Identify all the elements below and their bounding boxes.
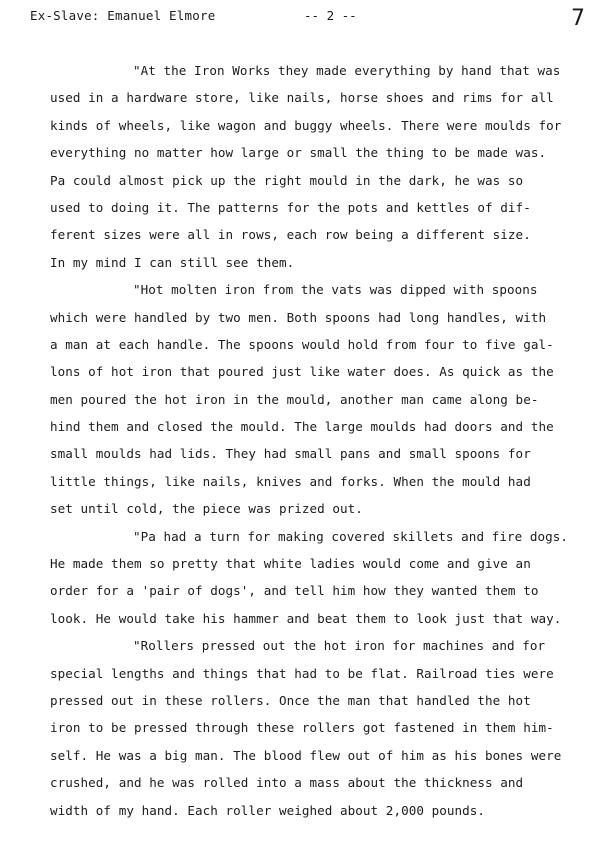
page-header-marker: -- 2 -- [304,8,357,23]
text-line: small moulds had lids. They had small pans and small spoons for [50,446,531,462]
text-line: special lengths and things that had to be flat. Railroad ties were [50,665,554,681]
text-line: which were handled by two men. Both spoons had long handles, with [50,309,547,325]
text-line: men poured the hot iron in the mould, another man came along be- [50,391,539,407]
text-line: Pa could almost pick up the right mould in the dark, he was so [50,172,524,188]
text-line: set until cold, the piece was prized out. [50,501,363,517]
text-line: "Rollers pressed out the hot iron for machines and for [133,638,546,654]
text-line: "Hot molten iron from the vats was dipped with spoons [133,282,538,298]
text-line: little things, like nails, knives and forks. When the mould had [50,473,531,489]
text-line: pressed out in these rollers. Once the man that handled the hot [50,692,531,708]
text-line: ferent sizes were all in rows, each row being a different size. [50,227,531,243]
text-line: width of my hand. Each roller weighed about 2,000 pounds. [50,802,486,818]
text-line: He made them so pretty that white ladies would come and give an [50,556,531,572]
text-line: a man at each handle. The spoons would hold from four to five gal- [50,336,554,352]
page-number: 7 [571,6,585,31]
document-body [50,57,590,824]
page-header-title: Ex-Slave: Emanuel Elmore [30,8,216,23]
text-line: crushed, and he was rolled into a mass about the thickness and [50,775,524,791]
text-line: used in a hardware store, like nails, horse shoes and rims for all [50,90,554,106]
text-line: "Pa had a turn for making covered skillets and fire dogs. [133,528,569,544]
text-line: order for a 'pair of dogs', and tell him how they wanted them to [50,583,539,599]
text-line: everything no matter how large or small the thing to be made was. [50,145,547,161]
text-line: kinds of wheels, like wagon and buggy wheels. There were moulds for [50,117,562,133]
text-line: look. He would take his hammer and beat them to look just that way. [50,610,562,626]
text-line: "At the Iron Works they made everything by hand that was [133,63,561,78]
text-line: iron to be pressed through these rollers got fastened in them him- [50,720,554,736]
text-line: used to doing it. The patterns for the pots and kettles of dif- [50,199,531,215]
text-line: lons of hot iron that poured just like water does. As quick as the [50,364,554,380]
text-line: hind them and closed the mould. The large moulds had doors and the [50,419,554,435]
text-line: self. He was a big man. The blood flew out of him as his bones were [50,747,562,763]
text-line: In my mind I can still see them. [50,254,295,270]
